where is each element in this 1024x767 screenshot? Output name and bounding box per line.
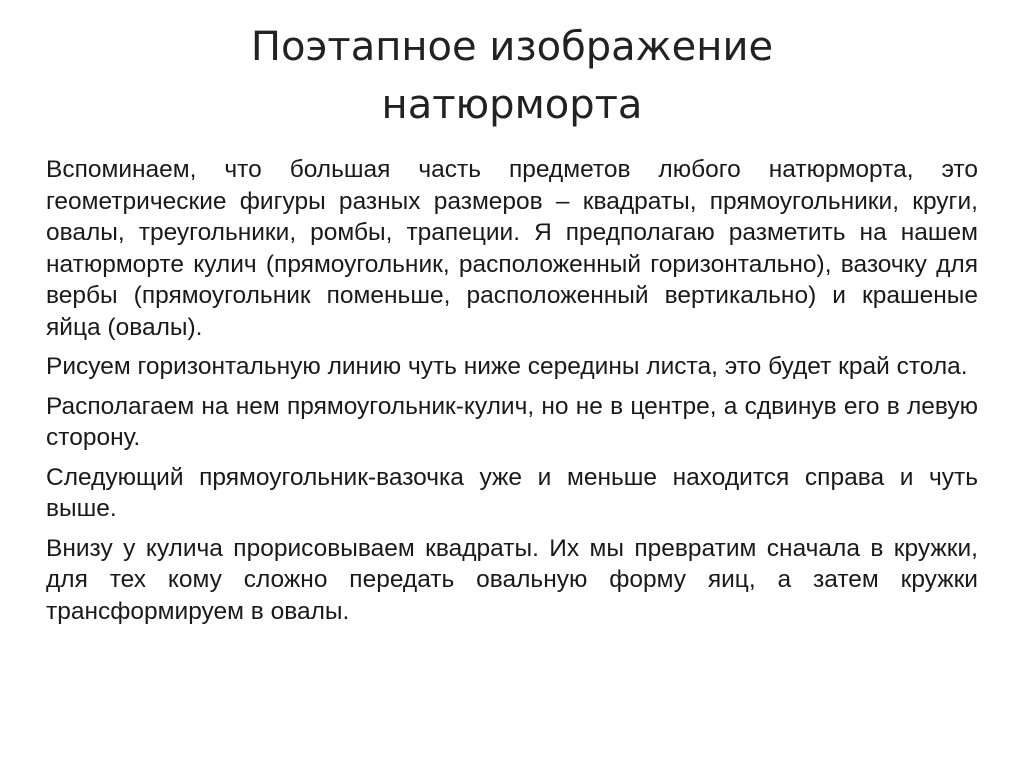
paragraph-3: Располагаем на нем прямоугольник-кулич, но не в центре, а сдвинув его в левую сторону. xyxy=(46,392,978,451)
paragraph-2: Рисуем горизонтальную линию чуть ниже середины листа, это будет край стола. xyxy=(46,353,968,380)
slide-title-line-1: Поэтапное изображение xyxy=(250,24,774,70)
paragraph-1: Вспоминаем, что большая часть предметов любого натюрморта, это геометрические фигуры разных размеров – квадраты, прямоугольники, круги, овалы, треугольники, ромбы, трапеции. Я предполагаю разметить на нашем натюрморте кулич (прямоугольник, расположенный горизонтально), вазочку для вербы (прямоугольник поменьше, расположенный вертикально) и крашеные яйца (овалы). xyxy=(46,156,978,341)
slide-title-line-2: натюрморта xyxy=(381,82,643,128)
slide-title xyxy=(100,18,924,134)
paragraph-5: Внизу у кулича прорисовываем квадраты. Их мы превратим сначала в кружки, для тех кому сложно передать овальную форму яиц, а затем кружки трансформируем в овалы. xyxy=(46,534,978,625)
paragraph-4: Следующий прямоугольник-вазочка уже и меньше находится справа и чуть выше. xyxy=(46,463,978,522)
slide-body xyxy=(46,154,978,635)
